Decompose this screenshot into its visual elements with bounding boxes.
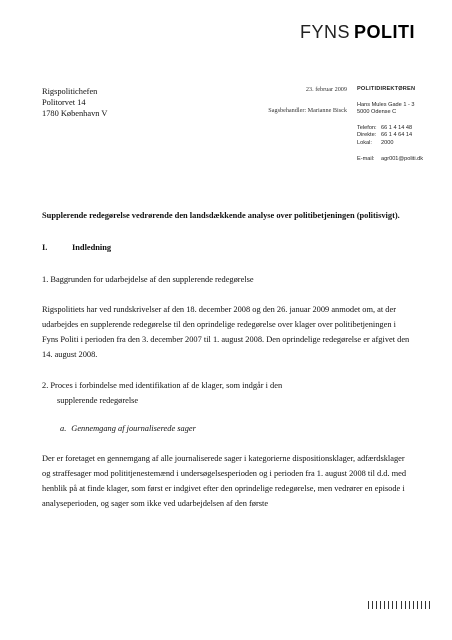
section-number: I.	[42, 243, 48, 252]
letter-body	[42, 208, 412, 511]
recipient-name: Rigspolitichefen	[42, 87, 98, 96]
direkte-value: 66 1 4 64 14	[381, 132, 413, 139]
italic-subheading-letter: a.	[60, 424, 67, 433]
logo-politi-text: POLITI	[354, 22, 416, 42]
logo-fyns-text: FYNS	[300, 22, 351, 42]
sender-direkte	[357, 132, 449, 140]
email-label: E-mail:	[357, 155, 375, 162]
recipient-city: 1780 København V	[42, 109, 108, 118]
barcode	[368, 601, 430, 609]
sender-block	[357, 86, 449, 163]
italic-subheading-title: Gennemgang af journaliserede sager	[71, 424, 196, 433]
paragraph-2: Der er foretaget en gennemgang af alle journaliserede sager i kategorierne dispositionsklager, adfærdsklager og straffesager mod polititjenestemænd i undersøgelsesperioden og i perioden fra 1. august 2008 til d.d. med henblik på at finde klager, som først er indgivet efter den oprindelige redegørelse, men vedrører en episode i analyseperioden, og sager som ikke ved udarbejdelsen af den første	[42, 454, 407, 508]
recipient-address	[42, 86, 107, 119]
caseworker: Sagsbehandler: Marianne Bisck	[268, 107, 347, 114]
sender-address-2: 5000 Odense C	[357, 109, 397, 116]
paragraph-1: Rigspolitiets har ved rundskrivelser af den 18. december 2008 og den 26. januar 2009 anmodet om, at der udarbejdes en supplerende redegørelse til den oprindelige redegørelse over klager over politibetjeningen i Fyns Politi i perioden fra den 3. december 2007 til 1. august 2008. Den oprindelige redegørelse er afgivet den 14. august 2008.	[42, 305, 410, 359]
sender-address-1: Hans Mules Gade 1 - 3	[357, 101, 415, 108]
letter-date: 23. februar 2009	[305, 86, 347, 93]
sender-lokal	[357, 140, 449, 148]
italic-subheading	[42, 421, 412, 436]
telefon-label: Telefon:	[357, 124, 377, 131]
sender-telefon	[357, 125, 449, 133]
telefon-value: 66 1 4 14 48	[381, 124, 413, 131]
sender-email	[357, 156, 449, 164]
subheading-1: 1. Baggrunden for udarbejdelse af den supplerende redegørelse	[42, 275, 254, 284]
section-title: Indledning	[72, 243, 112, 252]
lokal-value: 2000	[381, 139, 394, 146]
recipient-street: Politorvet 14	[42, 98, 86, 107]
section-heading	[42, 240, 412, 255]
lokal-label: Lokal:	[357, 139, 372, 146]
subheading-2-line-2: supplerende redegørelse	[57, 396, 139, 405]
email-value: agr001@politi.dk	[381, 155, 424, 162]
fyns-politi-logo	[300, 22, 442, 42]
letter-meta	[255, 86, 347, 115]
subheading-2-line-1: 2. Proces i forbindelse med identifikation af de klager, som indgår i den	[42, 381, 283, 390]
sender-unit: POLITIDIREKTØREN	[357, 86, 416, 92]
direkte-label: Direkte:	[357, 132, 377, 139]
document-title: Supplerende redegørelse vedrørende den landsdækkende analyse over politibetjeningen (politisvigt).	[42, 211, 400, 220]
subheading-2	[42, 378, 412, 408]
